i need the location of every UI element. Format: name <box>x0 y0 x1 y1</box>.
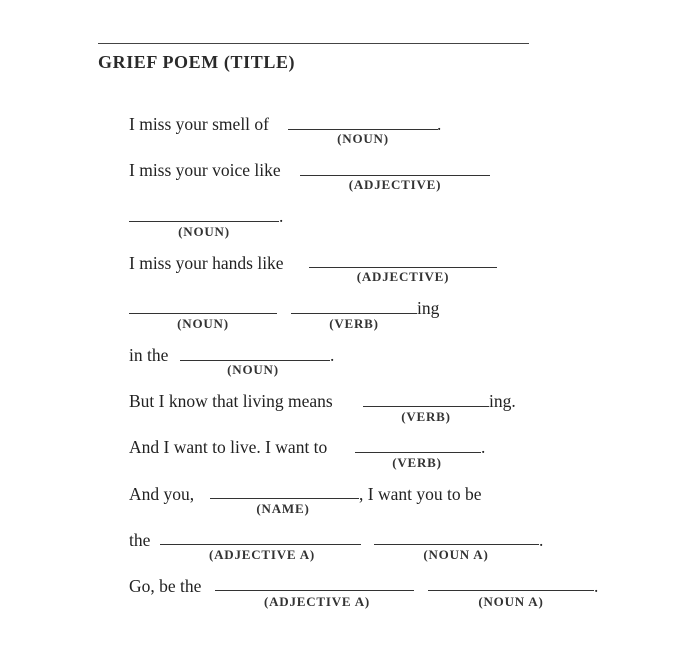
line-7-text: But I know that living means <box>129 391 333 411</box>
line-7-suffix: ing. <box>489 391 516 411</box>
blank-noun-a-1[interactable] <box>374 544 539 545</box>
line-10-text: the <box>129 530 151 550</box>
label-adjective-1: (ADJECTIVE) <box>348 177 442 192</box>
line-6-period: . <box>330 345 335 365</box>
line-1-text: I miss your smell of <box>129 114 269 134</box>
label-noun-a-1: (NOUN A) <box>423 547 489 562</box>
label-verb-2: (VERB) <box>401 409 451 424</box>
blank-noun-4[interactable] <box>180 360 330 361</box>
line-11-period: . <box>594 576 599 596</box>
line-8-period: . <box>481 437 486 457</box>
label-verb-3: (VERB) <box>392 455 442 470</box>
line-4-text: I miss your hands like <box>129 253 284 273</box>
blank-noun-3[interactable] <box>129 313 277 314</box>
line-2-text: I miss your voice like <box>129 160 281 180</box>
label-noun-3: (NOUN) <box>177 316 229 331</box>
line-1-period: . <box>437 114 442 134</box>
line-9-continuation: , I want you to be <box>359 484 482 504</box>
line-9-text: And you, <box>129 484 195 504</box>
label-adjective-a-1: (ADJECTIVE A) <box>208 547 316 562</box>
blank-verb-1[interactable] <box>291 313 417 314</box>
label-noun-a-2: (NOUN A) <box>478 594 544 609</box>
blank-verb-2[interactable] <box>363 406 489 407</box>
blank-adjective-a-1[interactable] <box>160 544 361 545</box>
blank-name[interactable] <box>210 498 359 499</box>
line-5-suffix: ing <box>417 298 440 318</box>
label-noun-4: (NOUN) <box>227 362 279 377</box>
blank-adjective-1[interactable] <box>300 175 490 176</box>
line-11-text: Go, be the <box>129 576 202 596</box>
label-noun-1: (NOUN) <box>337 131 389 146</box>
blank-verb-3[interactable] <box>355 452 481 453</box>
line-6-text: in the <box>129 345 169 365</box>
label-adjective-a-2: (ADJECTIVE A) <box>263 594 371 609</box>
line-3-period: . <box>279 206 284 226</box>
blank-noun-a-2[interactable] <box>428 590 594 591</box>
blank-noun-1[interactable] <box>288 129 438 130</box>
label-verb-1: (VERB) <box>329 316 379 331</box>
poem-title: GRIEF POEM (TITLE) <box>98 52 296 72</box>
line-10-period: . <box>539 530 544 550</box>
label-name: (NAME) <box>256 501 310 516</box>
header-divider <box>98 43 529 44</box>
blank-adjective-2[interactable] <box>309 267 497 268</box>
label-adjective-2: (ADJECTIVE) <box>356 269 450 284</box>
line-8-text: And I want to live. I want to <box>129 437 328 457</box>
blank-noun-2[interactable] <box>129 221 279 222</box>
label-noun-2: (NOUN) <box>178 224 230 239</box>
blank-adjective-a-2[interactable] <box>215 590 414 591</box>
